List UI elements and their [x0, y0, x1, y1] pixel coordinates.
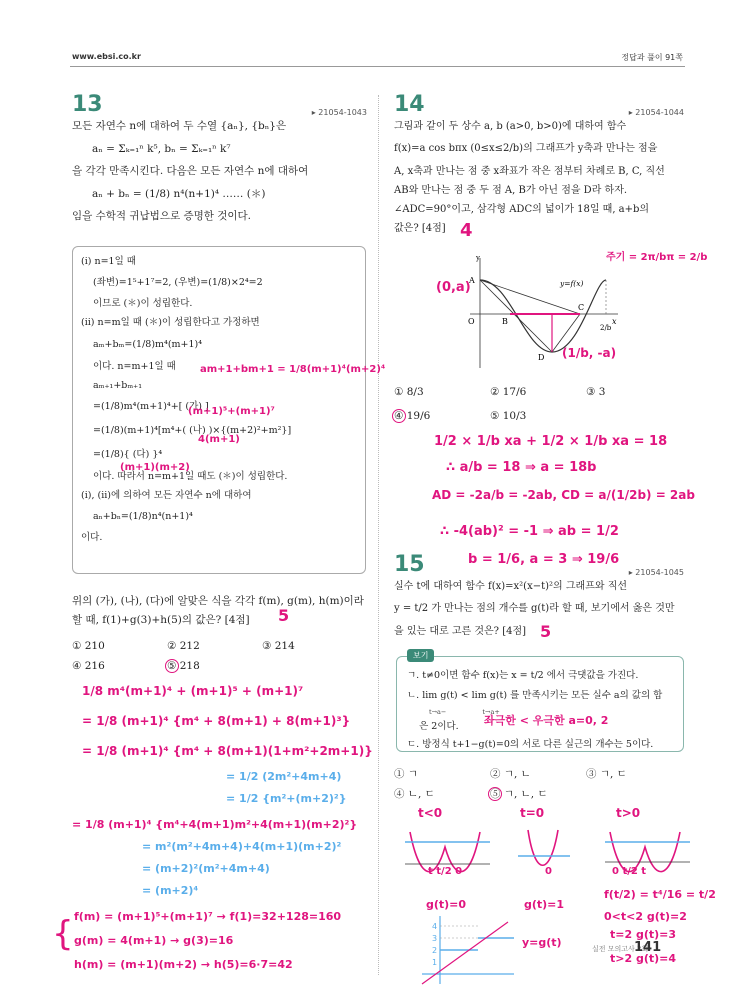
column-divider	[378, 95, 379, 975]
proof-line: (좌변)=1⁵+1⁷=2, (우변)=(1/8)×2⁴=2	[93, 277, 263, 288]
proof-line: (ⅰ) n=1일 때	[81, 256, 136, 267]
proof-line: 이므로 (＊)이 성립한다.	[93, 298, 193, 309]
hw-line: b = 1/6, a = 3 ⇒ 19/6	[468, 552, 620, 567]
page-number: 141	[634, 940, 662, 955]
choice[interactable]: ③ ㄱ, ㄷ	[586, 768, 627, 780]
tick-label: 2	[432, 946, 438, 955]
tick-label: 4	[432, 922, 438, 931]
question-13-ask: 위의 (가), (나), (다)에 알맞은 식을 각각 f(m), g(m), h(m)이라 할 때, f(1)+g(3)+h(5)의 값은? [4점]	[72, 595, 364, 626]
question-code: ▸ 21054-1043	[311, 108, 367, 117]
choice-selected[interactable]: ⑤ ㄱ, ㄴ, ㄷ	[490, 788, 548, 800]
prompt-line: 모든 자연수 n에 대하여 두 수열 {aₙ}, {bₙ}은	[72, 120, 287, 132]
hw-line: = 1/8 (m+1)⁴ {m⁴+4(m+1)m²+4(m+1)(m+2)²}	[72, 818, 358, 831]
point-c-label: C	[578, 303, 585, 312]
sketch-curve-zero	[528, 830, 558, 865]
choice[interactable]: ① ㄱ	[394, 768, 418, 780]
hw-answer: 5	[540, 622, 552, 641]
hw-line: = 1/2 {m²+(m+2)²}	[226, 792, 347, 805]
point-b-label: B	[502, 317, 508, 326]
bogi-item: ㄷ. 방정식 t+1−g(t)=0의 서로 다른 실근의 개수는 5이다.	[407, 739, 654, 750]
hw-right: 0<t<2 g(t)=2	[604, 910, 687, 923]
proof-line: 이다. 따라서 n=m+1일 때도 (＊)이 성립한다.	[93, 471, 288, 482]
y-label: y	[476, 254, 480, 262]
choice[interactable]: ⑤ 10/3	[490, 410, 527, 422]
tick-label: 1	[432, 958, 438, 967]
hw-line: = 1/8 (m+1)⁴ {m⁴ + 8(m+1)(1+m²+2m+1)}	[82, 744, 373, 758]
question-number: 14	[394, 92, 425, 117]
footer-label: 실전 모의고사 2회	[592, 945, 649, 953]
bogi-item: ㄴ. lim g(t) < lim g(t) 를 만족시키는 모든 실수 a의 값의 합	[407, 690, 663, 701]
question-code: ▸ 21054-1045	[628, 568, 684, 577]
hw-case: t>0	[616, 806, 641, 820]
prompt-line: 임을 수학적 귀납법으로 증명한 것이다.	[72, 210, 251, 222]
hw-line: = 1/2 (2m²+4m+4)	[226, 770, 342, 783]
hw-right: f(t/2) = t⁴/16 = t/2	[604, 888, 716, 901]
end-label: 2/b	[600, 324, 612, 332]
choice[interactable]: ① 210	[72, 640, 105, 652]
prompt-line: A, x축과 만나는 점 중 x좌표가 작은 점부터 차례로 B, C, 직선	[394, 166, 665, 177]
hw-line: AD = -2a/b = -2ab, CD = a/(1/2b) = 2ab	[432, 488, 695, 502]
prompt-line: 을 각각 만족시킨다. 다음은 모든 자연수 n에 대하여	[72, 165, 309, 177]
hw-right: t>2 g(t)=4	[610, 952, 677, 965]
hw-line: = (m+2)²(m²+4m+4)	[142, 862, 270, 875]
hw-fill: (m+1)⁵+(m+1)⁷	[188, 406, 275, 417]
prompt-line: 그림과 같이 두 상수 a, b (a>0, b>0)에 대하여 함수	[394, 121, 627, 132]
hw-final: f(m) = (m+1)⁵+(m+1)⁷ → f(1)=32+128=160	[74, 910, 342, 923]
hw-axis: 0	[545, 866, 552, 877]
hw-final: h(m) = (m+1)(m+2) → h(5)=6·7=42	[74, 958, 293, 971]
prompt-line: AB와 만나는 점 중 두 점 A, B가 아닌 점을 D라 하자.	[394, 185, 628, 196]
hw-fill: (m+1)(m+2)	[120, 462, 190, 473]
choice[interactable]: ④ 216	[72, 660, 105, 672]
point-a-label: A	[469, 276, 475, 285]
bogi-box	[396, 651, 684, 752]
origin-label: O	[468, 317, 475, 326]
bogi-item: 은 2이다.	[407, 721, 459, 732]
bogi-label: 보기	[407, 649, 434, 662]
question-13	[72, 92, 367, 226]
hw-line: ∴ -4(ab)² = -1 ⇒ ab = 1/2	[440, 524, 619, 539]
choice[interactable]: ④ ㄴ, ㄷ	[394, 788, 435, 800]
question-14	[394, 92, 684, 238]
prompt-line: 을 있는 대로 고른 것은? [4점]	[394, 626, 527, 637]
prompt-line: f(x)=a cos bπx (0≤x≤2/b)의 그래프가 y축과 만나는 점을	[394, 143, 658, 154]
proof-line: 이다. n=m+1일 때	[93, 361, 176, 372]
prompt-line: 실수 t에 대하여 함수 f(x)=x²(x−t)²의 그래프와 직선	[394, 581, 628, 592]
question-code: ▸ 21054-1044	[628, 108, 684, 117]
header-rule	[70, 66, 685, 67]
choice-selected[interactable]: ⑤ 218	[167, 660, 200, 672]
hw-axis: t t/2 0	[428, 866, 463, 877]
hw-case: t<0	[418, 806, 443, 820]
proof-line: =(1/8)m⁴(m+1)⁴+[ (가) ]	[93, 401, 209, 412]
hw-step-graph	[418, 914, 518, 986]
choice[interactable]: ② 212	[167, 640, 200, 652]
selection-circle	[165, 659, 179, 673]
hw-line: = (m+2)⁴	[142, 884, 199, 897]
choice[interactable]: ② ㄱ, ㄴ	[490, 768, 531, 780]
proof-line: aₘ+bₘ=(1/8)m⁴(m+1)⁴	[93, 339, 203, 350]
choice[interactable]: ② 17/6	[490, 386, 527, 398]
choices-15	[394, 764, 684, 804]
point-d-label: D	[538, 353, 545, 362]
choices-14	[394, 380, 684, 428]
choices-13	[72, 636, 367, 676]
prompt-line: y = t/2 가 만나는 점의 개수를 g(t)라 할 때, 보기에서 옳은 것만	[394, 603, 675, 614]
hw-g: g(t)=0	[426, 898, 467, 911]
hw-answer: 4	[460, 220, 473, 241]
proof-line: =(1/8)(m+1)⁴[m⁴+( (나) )×{(m+2)²+m²}]	[93, 425, 292, 436]
formula: aₙ = Σₖ₌₁ⁿ k⁵, bₙ = Σₖ₌₁ⁿ k⁷	[92, 143, 231, 155]
hw-fill: 4(m+1)	[198, 434, 240, 445]
prompt-line: ∠ADC=90°이고, 삼각형 ADC의 넓이가 18일 때, a+b의	[394, 204, 650, 215]
cosine-curve	[480, 280, 606, 352]
hw-final: g(m) = 4(m+1) → g(3)=16	[74, 934, 234, 947]
hw-axis: 0 t/2 t	[612, 866, 647, 877]
proof-line: aₘ₊₁+bₘ₊₁	[93, 380, 143, 391]
hw-line: = m²(m²+4m+4)+4(m+1)(m+2)²	[142, 840, 342, 853]
hw-point-a: (0,a)	[436, 280, 471, 295]
prompt-line: 값은? [4점]	[394, 223, 446, 234]
choice-selected[interactable]: ④ 19/6	[394, 410, 431, 422]
selection-circle	[488, 787, 502, 801]
question-15	[394, 552, 684, 641]
proof-line: aₙ+bₙ=(1/8)n⁴(n+1)⁴	[93, 511, 193, 522]
site-url: www.ebsi.co.kr	[72, 52, 141, 61]
bogi-item: ㄱ. t≠0이면 함수 f(x)는 x = t/2 에서 극댓값을 가진다.	[407, 670, 639, 681]
x-label: x	[612, 317, 617, 326]
hw-g: y=g(t)	[522, 936, 562, 949]
hw-note: 좌극한 < 우극한 a=0, 2	[484, 714, 609, 727]
question-number: 13	[72, 92, 103, 117]
hw-fill: am+1+bm+1 = 1/8(m+1)⁴(m+2)⁴	[200, 364, 386, 375]
line-ad	[480, 280, 552, 352]
choice[interactable]: ③ 214	[262, 640, 295, 652]
hw-line: = 1/8 (m+1)⁴ {m⁴ + 8(m+1) + 8(m+1)³}	[82, 714, 351, 728]
proof-line: =(1/8){ (다) }⁴	[93, 449, 163, 460]
selection-circle	[392, 409, 406, 423]
hw-brace: {	[52, 914, 74, 954]
lim-subscripts: t→a− t→a+	[429, 708, 500, 716]
curve-label: y=f(x)	[560, 279, 584, 288]
hw-case: t=0	[520, 806, 545, 820]
proof-line: (ⅰ), (ⅱ)에 의하여 모든 자연수 n에 대하여	[81, 490, 252, 501]
hw-right: t=2 g(t)=3	[610, 928, 677, 941]
choice[interactable]: ① 8/3	[394, 386, 424, 398]
hw-line: ∴ a/b = 18 ⇒ a = 18b	[446, 460, 597, 475]
hw-line: 1/2 × 1/b xa + 1/2 × 1/b xa = 18	[434, 434, 668, 449]
question-number: 15	[394, 552, 425, 577]
hw-line: 1/8 m⁴(m+1)⁴ + (m+1)⁵ + (m+1)⁷	[82, 684, 304, 698]
formula: aₙ + bₙ = (1/8) n⁴(n+1)⁴ …… (＊)	[92, 188, 266, 200]
proof-line: 이다.	[81, 532, 103, 543]
proof-line: (ⅱ) n=m일 때 (＊)이 성립한다고 가정하면	[81, 317, 260, 328]
hw-g: g(t)=1	[524, 898, 565, 911]
tick-label: 3	[432, 934, 438, 943]
choice[interactable]: ③ 3	[586, 386, 606, 398]
answer-page-ref: 정답과 풀이 91쪽	[621, 53, 683, 62]
hw-answer: 5	[278, 606, 290, 625]
hw-period: 주기 = 2π/bπ = 2/b	[606, 252, 708, 263]
hw-point-d: (1/b, -a)	[562, 346, 617, 360]
